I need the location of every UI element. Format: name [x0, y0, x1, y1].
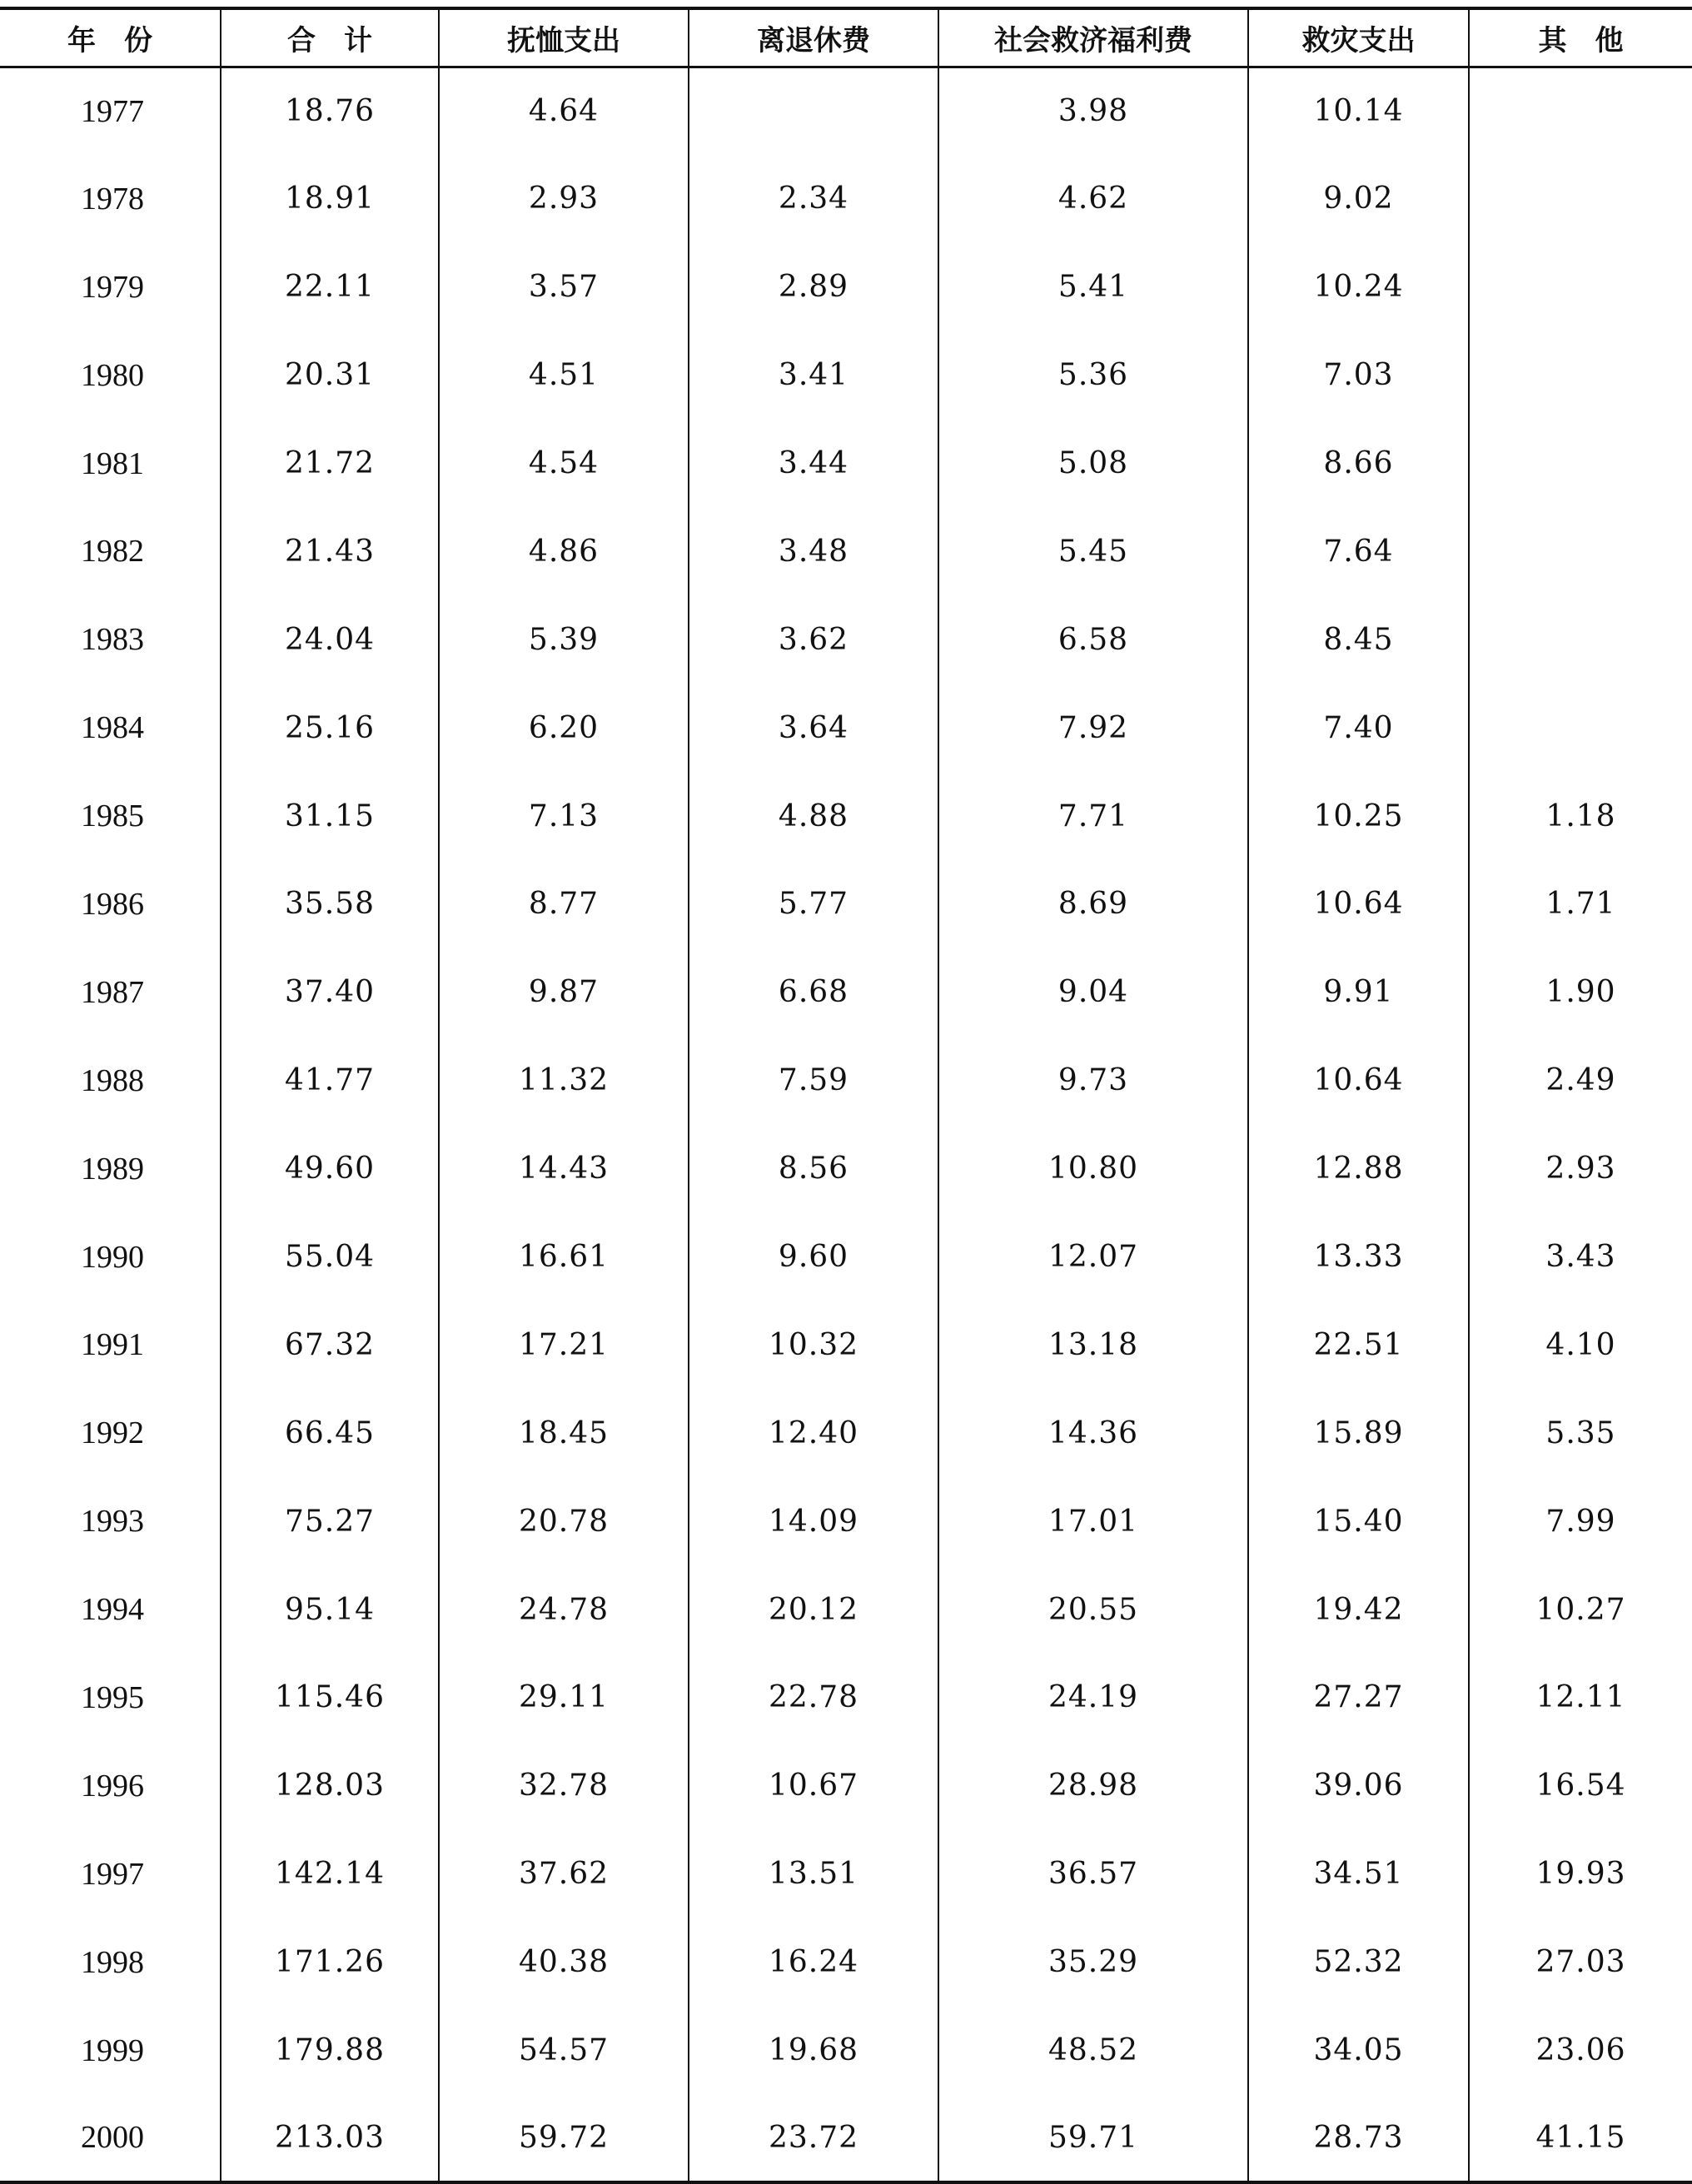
cell-other	[1469, 243, 1692, 331]
cell-disaster-relief: 19.42	[1248, 1565, 1469, 1654]
cell-retirement: 10.32	[689, 1301, 938, 1389]
cell-total: 67.32	[221, 1301, 439, 1389]
cell-total: 55.04	[221, 1213, 439, 1301]
cell-social-welfare: 13.18	[938, 1301, 1248, 1389]
cell-disaster-relief: 7.64	[1248, 507, 1469, 595]
cell-retirement: 3.48	[689, 507, 938, 595]
cell-year: 1979	[81, 269, 144, 305]
cell-total: 20.31	[221, 331, 439, 420]
cell-social-welfare: 3.98	[938, 67, 1248, 155]
table-row	[0, 1918, 1692, 2007]
header-other: 其 他	[1469, 8, 1692, 67]
cell-year: 1995	[81, 1679, 144, 1715]
cell-disaster-relief: 7.40	[1248, 684, 1469, 772]
cell-other: 16.54	[1469, 1742, 1692, 1830]
cell-disaster-relief: 34.51	[1248, 1830, 1469, 1918]
cell-disaster-relief: 27.27	[1248, 1654, 1469, 1742]
cell-pension-relief: 54.57	[439, 2007, 689, 2095]
cell-retirement: 13.51	[689, 1830, 938, 1918]
cell-retirement: 4.88	[689, 772, 938, 860]
cell-pension-relief: 2.93	[439, 155, 689, 243]
table-row	[0, 860, 1692, 948]
cell-other	[1469, 595, 1692, 684]
cell-total: 21.72	[221, 420, 439, 508]
table-row	[0, 243, 1692, 331]
cell-other	[1469, 420, 1692, 508]
cell-retirement: 20.12	[689, 1565, 938, 1654]
table-row	[0, 1389, 1692, 1477]
cell-pension-relief: 14.43	[439, 1125, 689, 1213]
cell-disaster-relief: 9.02	[1248, 155, 1469, 243]
cell-pension-relief: 59.72	[439, 2094, 689, 2182]
cell-year: 1983	[81, 622, 144, 658]
cell-social-welfare: 9.73	[938, 1037, 1248, 1125]
cell-year: 1992	[81, 1415, 144, 1451]
cell-total: 213.03	[221, 2094, 439, 2182]
cell-pension-relief: 5.39	[439, 595, 689, 684]
cell-other: 1.90	[1469, 948, 1692, 1037]
table-row	[0, 772, 1692, 860]
header-total: 合 计	[221, 8, 439, 67]
cell-retirement: 22.78	[689, 1654, 938, 1742]
cell-pension-relief: 17.21	[439, 1301, 689, 1389]
cell-other: 1.18	[1469, 772, 1692, 860]
cell-disaster-relief: 13.33	[1248, 1213, 1469, 1301]
cell-social-welfare: 7.92	[938, 684, 1248, 772]
cell-total: 41.77	[221, 1037, 439, 1125]
cell-social-welfare: 5.45	[938, 507, 1248, 595]
cell-pension-relief: 4.64	[439, 67, 689, 155]
cell-pension-relief: 7.13	[439, 772, 689, 860]
cell-year: 2000	[0, 2094, 221, 2182]
cell-pension-relief: 40.38	[439, 1918, 689, 2007]
header-year: 年 份	[0, 8, 221, 67]
table-row	[0, 2007, 1692, 2095]
cell-pension-relief: 6.20	[439, 684, 689, 772]
cell-retirement: 5.77	[689, 860, 938, 948]
cell-total: 24.04	[221, 595, 439, 684]
cell-disaster-relief: 39.06	[1248, 1742, 1469, 1830]
cell-total: 179.88	[221, 2007, 439, 2095]
cell-year: 1982	[81, 534, 144, 570]
cell-total: 115.46	[221, 1654, 439, 1742]
header-pension-relief: 抚恤支出	[439, 8, 689, 67]
cell-social-welfare: 20.55	[938, 1565, 1248, 1654]
cell-year: 1989	[81, 1151, 144, 1187]
cell-total: 49.60	[221, 1125, 439, 1213]
table-row	[0, 1037, 1692, 1125]
cell-pension-relief: 9.87	[439, 948, 689, 1037]
cell-social-welfare: 36.57	[938, 1830, 1248, 1918]
cell-year: 1999	[81, 2032, 144, 2068]
table-row	[0, 1830, 1692, 1918]
cell-other: 5.35	[1469, 1389, 1692, 1477]
cell-retirement: 3.41	[689, 331, 938, 420]
statistics-table	[0, 7, 1692, 2184]
cell-disaster-relief: 10.64	[1248, 1037, 1469, 1125]
cell-year: 1987	[81, 974, 144, 1010]
table-row	[0, 331, 1692, 420]
cell-social-welfare: 17.01	[938, 1477, 1248, 1565]
cell-retirement: 19.68	[689, 2007, 938, 2095]
cell-year: 1978	[81, 181, 144, 216]
table-body	[0, 67, 1692, 2182]
cell-total: 95.14	[221, 1565, 439, 1654]
cell-social-welfare: 9.04	[938, 948, 1248, 1037]
cell-disaster-relief: 52.32	[1248, 1918, 1469, 2007]
cell-retirement	[689, 67, 938, 155]
cell-social-welfare: 6.58	[938, 595, 1248, 684]
header-retirement: 离退休费	[689, 8, 938, 67]
cell-total: 128.03	[221, 1742, 439, 1830]
cell-other: 19.93	[1469, 1830, 1692, 1918]
cell-disaster-relief: 34.05	[1248, 2007, 1469, 2095]
header-disaster-relief: 救灾支出	[1248, 8, 1469, 67]
cell-year: 1998	[81, 1944, 144, 1980]
cell-social-welfare: 10.80	[938, 1125, 1248, 1213]
cell-total: 18.76	[221, 67, 439, 155]
cell-pension-relief: 8.77	[439, 860, 689, 948]
cell-disaster-relief: 8.66	[1248, 420, 1469, 508]
cell-social-welfare: 48.52	[938, 2007, 1248, 2095]
table-row	[0, 1213, 1692, 1301]
cell-pension-relief: 20.78	[439, 1477, 689, 1565]
table-row	[0, 1301, 1692, 1389]
cell-retirement: 10.67	[689, 1742, 938, 1830]
cell-year: 1984	[81, 710, 144, 746]
cell-social-welfare: 5.41	[938, 243, 1248, 331]
cell-other: 7.99	[1469, 1477, 1692, 1565]
cell-social-welfare: 12.07	[938, 1213, 1248, 1301]
cell-retirement: 8.56	[689, 1125, 938, 1213]
cell-social-welfare: 5.08	[938, 420, 1248, 508]
cell-pension-relief: 32.78	[439, 1742, 689, 1830]
table-row	[0, 684, 1692, 772]
table-row	[0, 1742, 1692, 1830]
cell-other: 1.71	[1469, 860, 1692, 948]
cell-retirement: 3.62	[689, 595, 938, 684]
cell-disaster-relief: 7.03	[1248, 331, 1469, 420]
cell-year: 1997	[81, 1856, 144, 1892]
table-row	[0, 1565, 1692, 1654]
cell-other: 4.10	[1469, 1301, 1692, 1389]
cell-pension-relief: 37.62	[439, 1830, 689, 1918]
cell-total: 171.26	[221, 1918, 439, 2007]
cell-disaster-relief: 10.24	[1248, 243, 1469, 331]
cell-retirement: 16.24	[689, 1918, 938, 2007]
table-row	[0, 595, 1692, 684]
cell-other: 10.27	[1469, 1565, 1692, 1654]
cell-year: 1977	[81, 93, 144, 129]
table-row	[0, 420, 1692, 508]
cell-total: 142.14	[221, 1830, 439, 1918]
cell-year: 1986	[81, 886, 144, 922]
cell-social-welfare: 24.19	[938, 1654, 1248, 1742]
cell-retirement: 3.44	[689, 420, 938, 508]
cell-pension-relief: 16.61	[439, 1213, 689, 1301]
cell-social-welfare: 59.71	[938, 2094, 1248, 2182]
cell-retirement: 12.40	[689, 1389, 938, 1477]
cell-retirement: 9.60	[689, 1213, 938, 1301]
cell-disaster-relief: 9.91	[1248, 948, 1469, 1037]
cell-year: 1996	[81, 1768, 144, 1803]
cell-total: 35.58	[221, 860, 439, 948]
cell-other: 27.03	[1469, 1918, 1692, 2007]
table-row	[0, 155, 1692, 243]
cell-total: 37.40	[221, 948, 439, 1037]
cell-disaster-relief: 8.45	[1248, 595, 1469, 684]
cell-pension-relief: 11.32	[439, 1037, 689, 1125]
cell-other	[1469, 331, 1692, 420]
cell-disaster-relief: 10.25	[1248, 772, 1469, 860]
cell-social-welfare: 14.36	[938, 1389, 1248, 1477]
cell-year: 1990	[81, 1239, 144, 1275]
cell-other	[1469, 155, 1692, 243]
cell-social-welfare: 4.62	[938, 155, 1248, 243]
table-row	[0, 2094, 1692, 2182]
cell-other	[1469, 67, 1692, 155]
cell-pension-relief: 24.78	[439, 1565, 689, 1654]
cell-year: 1993	[81, 1504, 144, 1540]
cell-year: 1988	[81, 1062, 144, 1098]
cell-total: 75.27	[221, 1477, 439, 1565]
cell-pension-relief: 18.45	[439, 1389, 689, 1477]
cell-year: 1994	[81, 1592, 144, 1628]
cell-disaster-relief: 15.40	[1248, 1477, 1469, 1565]
header-row	[0, 8, 1692, 67]
cell-year: 1985	[81, 798, 144, 834]
cell-pension-relief: 4.51	[439, 331, 689, 420]
cell-total: 18.91	[221, 155, 439, 243]
cell-pension-relief: 3.57	[439, 243, 689, 331]
cell-other: 23.06	[1469, 2007, 1692, 2095]
cell-other: 12.11	[1469, 1654, 1692, 1742]
cell-total: 66.45	[221, 1389, 439, 1477]
table-row	[0, 507, 1692, 595]
cell-pension-relief: 4.86	[439, 507, 689, 595]
cell-pension-relief: 4.54	[439, 420, 689, 508]
cell-retirement: 23.72	[689, 2094, 938, 2182]
cell-other: 3.43	[1469, 1213, 1692, 1301]
cell-total: 22.11	[221, 243, 439, 331]
cell-other: 2.93	[1469, 1125, 1692, 1213]
cell-retirement: 3.64	[689, 684, 938, 772]
cell-retirement: 2.89	[689, 243, 938, 331]
cell-disaster-relief: 12.88	[1248, 1125, 1469, 1213]
cell-disaster-relief: 28.73	[1248, 2094, 1469, 2182]
cell-disaster-relief: 10.64	[1248, 860, 1469, 948]
cell-other	[1469, 507, 1692, 595]
cell-total: 31.15	[221, 772, 439, 860]
cell-disaster-relief: 15.89	[1248, 1389, 1469, 1477]
cell-retirement: 7.59	[689, 1037, 938, 1125]
cell-pension-relief: 29.11	[439, 1654, 689, 1742]
table-row	[0, 67, 1692, 155]
cell-social-welfare: 7.71	[938, 772, 1248, 860]
table-row	[0, 1654, 1692, 1742]
cell-total: 21.43	[221, 507, 439, 595]
cell-year: 1980	[81, 357, 144, 393]
cell-disaster-relief: 22.51	[1248, 1301, 1469, 1389]
cell-retirement: 6.68	[689, 948, 938, 1037]
cell-year: 1981	[81, 445, 144, 481]
cell-other: 2.49	[1469, 1037, 1692, 1125]
cell-retirement: 14.09	[689, 1477, 938, 1565]
cell-disaster-relief: 10.14	[1248, 67, 1469, 155]
cell-total: 25.16	[221, 684, 439, 772]
cell-year: 1991	[81, 1327, 144, 1363]
header-social-welfare: 社会救济福利费	[938, 8, 1248, 67]
cell-social-welfare: 8.69	[938, 860, 1248, 948]
cell-retirement: 2.34	[689, 155, 938, 243]
table-row	[0, 1477, 1692, 1565]
table-row	[0, 1125, 1692, 1213]
cell-social-welfare: 35.29	[938, 1918, 1248, 2007]
cell-other	[1469, 684, 1692, 772]
table-row	[0, 948, 1692, 1037]
cell-social-welfare: 28.98	[938, 1742, 1248, 1830]
cell-other: 41.15	[1469, 2094, 1692, 2182]
cell-social-welfare: 5.36	[938, 331, 1248, 420]
